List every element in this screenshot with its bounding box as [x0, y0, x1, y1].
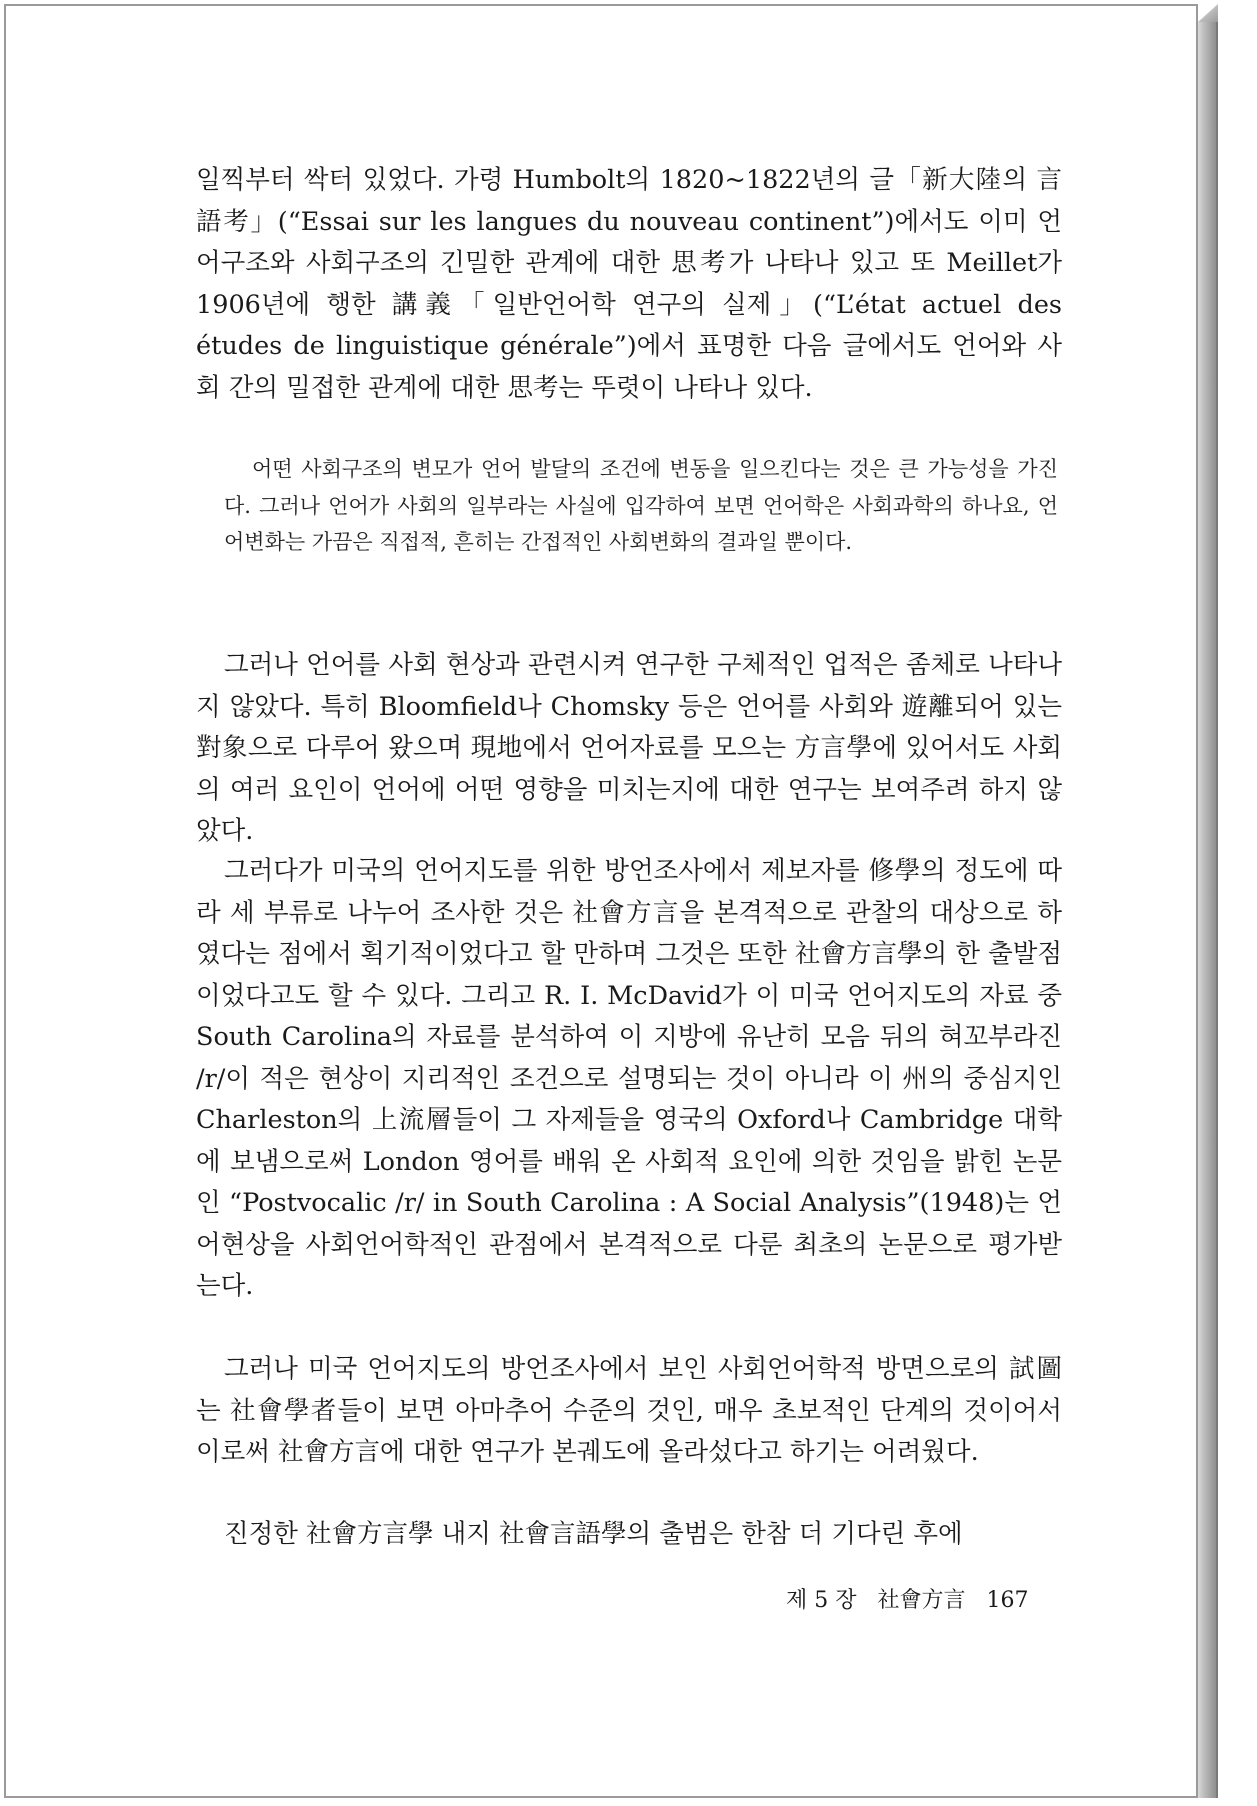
paragraph-bloomfield-chomsky: 그러나 언어를 사회 현상과 관련시켜 연구한 구체적인 업적은 좀체로 나타나지 않았다. 특히 Bloomfield나 Chomsky 등은 언어를 사회와 遊離되어 있는 對象으로 다루어 왔으며 現地에서 언어자료를 모으는 方言學에 있어서도 사회의 여러 요인이 언어에 어떤 영향을 미치는지에 대한 연구는 보여주려 하지 않았다. — [196, 650, 1062, 846]
paragraph-intro: 일찍부터 싹터 있었다. 가령 Humbolt의 1820~1822년의 글「新大陸의 言語考」(“Essai sur les langues du nouveau continent”)에서도 이미 언어구조와 사회구조의 긴밀한 관계에 대한 思考가 나타나 있고 또 Meillet가 1906년에 행한 講義「일반언어학 연구의 실제」(“L’état actuel des études de linguistique générale”)에서 표명한 다음 글에서도 언어와 사회 간의 밀접한 관계에 대한 思考는 뚜렷이 나타나 있다. — [196, 165, 1062, 403]
page-corner — [1198, 4, 1218, 22]
footer-chapter-title: 社會方言 — [877, 1588, 966, 1613]
paragraph-true-start: 진정한 社會方言學 내지 社會言語學의 출범은 한참 더 기다린 후에 — [224, 1519, 963, 1549]
block-quote-meillet: 어떤 사회구조의 변모가 언어 발달의 조건에 변동을 일으킨다는 것은 큰 가능성을 가진다. 그러나 언어가 사회의 일부라는 사실에 입각하여 보면 언어학은 사회과학의 하나요, 언어변화는 가끔은 직접적, 흔히는 간접적인 사회변화의 결과일 뿐이다. — [224, 457, 1058, 554]
paragraph-mcdavid: 그러다가 미국의 언어지도를 위한 방언조사에서 제보자를 修學의 정도에 따라 세 부류로 나누어 조사한 것은 社會方言을 본격적으로 관찰의 대상으로 하였다는 점에서 획기적이었다고 할 만하며 그것은 또한 社會方言學의 한 출발점이었다고도 할 수 있다. 그리고 R. I. McDavid가 이 미국 언어지도의 자료 중 South Carolina의 자료를 분석하여 이 지방에 유난히 모음 뒤의 혀꼬부라진 /r/이 적은 현상이 지리적인 조건으로 설명되는 것이 아니라 이 州의 중심지인 Charleston의 上流層들이 그 자제들을 영국의 Oxford나 Cambridge 대학에 보냄으로써 London 영어를 배워 온 사회적 요인에 의한 것임을 밝힌 논문인 “Postvocalic /r/ in South Carolina : A Social Analysis”(1948)는 언어현상을 사회언어학적인 관점에서 본격적으로 다룬 최초의 논문으로 평가받는다. — [196, 856, 1062, 1301]
page-number: 167 — [986, 1588, 1029, 1613]
running-footer — [786, 1583, 1043, 1614]
paragraph-amateur-attempts: 그러나 미국 언어지도의 방언조사에서 보인 사회언어학적 방면으로의 試圖는 社會學者들이 보면 아마추어 수준의 것인, 매우 초보적인 단계의 것이어서 이로써 社會方言에 대한 연구가 본궤도에 올라섰다고 하기는 어려웠다. — [196, 1354, 1062, 1467]
page-edge-shadow — [1198, 4, 1218, 1798]
footer-chapter: 제 5 장 — [786, 1588, 857, 1613]
